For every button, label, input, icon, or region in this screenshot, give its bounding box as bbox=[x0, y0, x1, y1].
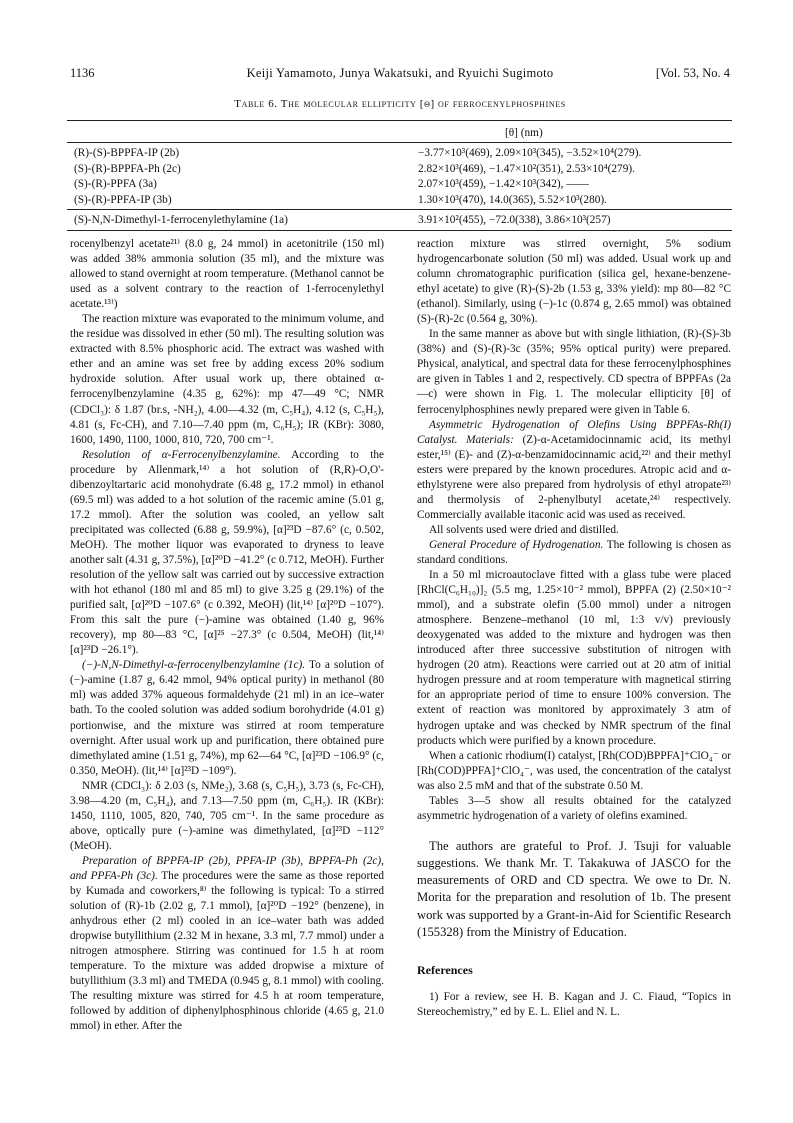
paragraph: The following is chosen as standard conditions. bbox=[417, 538, 732, 566]
table-row bbox=[70, 213, 730, 229]
running-authors: Keiji Yamamoto, Junya Wakatsuki, and Ryuichi Sugimoto bbox=[246, 66, 554, 80]
table-row bbox=[70, 162, 730, 178]
table-cell-values: 3.91×10²(455), −72.0(338), 3.86×10³(257) bbox=[418, 214, 611, 226]
table-caption: Table 6. The molecular ellipticity [θ] of ferrocenylphosphines bbox=[234, 98, 566, 110]
section-title: General Procedure of Hydrogenation. bbox=[429, 538, 604, 551]
paragraph: NMR (CDCl₃): δ 2.03 (s, NMe₂), 3.68 (s, C₅H₅), 3.73 (s, Fc-CH), 3.98—4.20 (m, C₅H₄), and 7.13—7.50 ppm (m, C₆H₅). IR (KBr): 1450, 1110, 1005, 820, 740, 705 cm⁻¹. In the same procedure as above, optically pure (−)-amine was dimethylated, [α]²³D −112° (MeOH). bbox=[70, 779, 384, 852]
paragraph: All solvents used were dried and distilled. bbox=[429, 523, 619, 536]
section-title: Preparation of BPPFA-IP (2b), PPFA-IP (3b), BPPFA-Ph (2c), and PPFA-Ph (3c). bbox=[70, 854, 384, 882]
table-bottom-rule bbox=[67, 230, 732, 231]
reference-item: 1) For a review, see H. B. Kagan and J. C. Fiaud, “Topics in Stereochemistry,” ed by E. L. Eliel and N. L. bbox=[417, 991, 731, 1019]
paragraph: The reaction mixture was evaporated to the minimum volume, and the residue was dissolved in ether (50 ml). The resulting solution was extracted with 8.5% phosphoric acid. The extract was washed with ether and an amine was set free by adding excess 20% sodium hydroxide solution. After usual work up, there obtained α-ferrocenylbenzylamine (4.35 g, 62%): mp 47—49 °C; NMR (CDCl₃): δ 1.87 (br.s, -NH₂), 4.00—4.32 (m, C₅H₄), 4.12 (s, C₅H₅), 4.81 (s, Fc-CH), and 7.10—7.40 ppm (m, C₆H₅); IR (KBr): 3080, 1600, 1490, 1100, 1000, 810, 720, 700 cm⁻¹. bbox=[70, 313, 384, 446]
volume-info: [Vol. 53, No. 4 bbox=[655, 66, 730, 80]
page-number: 1136 bbox=[70, 66, 95, 80]
table-top-rule bbox=[67, 120, 732, 121]
table-header-rule bbox=[67, 142, 732, 143]
section-title: Resolution of α-Ferrocenylbenzylamine. bbox=[82, 448, 281, 461]
section-title: Asymmetric Hydrogenation of Olefins Using BPPFAs-Rh(I) Catalyst. Materials: bbox=[417, 418, 731, 446]
paragraph: The procedures were the same as those reported by Kumada and coworkers,⁸⁾ the following is typical: To a stirred solution of (R)-1b (2.02 g, 7.1 mmol), [α]²⁰D −192° (benzene), in anhydrous ether (2 ml) cooled in an ice–water bath was added dropwise butyllithium (2.32 M in hexane, 3.3 ml, 7.7 mmol) under a nitrogen atmosphere. Stirring was continued for 1.5 h at room temperature. To the mixture was added dropwise a mixture of butyllithium (3.3 ml) and TMEDA (0.945 g, 8.1 mmol) with cooling. The resulting mixture was stirred for 4.5 h at room temperature, followed by addition of diphenylphosphinous chloride (4.65 g, 21.0 mmol) in ether. After the bbox=[70, 869, 385, 1033]
table-column-header: [θ] (nm) bbox=[505, 127, 543, 139]
table-cell-compound: (S)-(R)-PPFA (3a) bbox=[74, 178, 157, 190]
table-cell-values: −3.77×10³(469), 2.09×10³(345), −3.52×10⁴(279). bbox=[418, 147, 642, 159]
paragraph: Tables 3—5 show all results obtained for the catalyzed asymmetric hydrogenation of a variety of olefins examined. bbox=[417, 794, 731, 822]
right-column bbox=[417, 237, 731, 1020]
left-column bbox=[70, 237, 384, 1034]
table-row bbox=[70, 177, 730, 193]
paragraph: In the same manner as above but with single lithiation, (R)-(S)-3b (38%) and (S)-(R)-3c (35%; 95% optical purity) were prepared. Physical, analytical, and spectral data for these ferrocenylphosphines are given in Tables 1 and 2, respectively. CD spectra of BPPFAs (2a—c) were shown in Fig. 1. The molecular ellipticity [θ] of ferrocenylphosphines newly prepared were given in Table 6. bbox=[417, 328, 731, 416]
table-cell-values: 1.30×10³(470), 14.0(365), 5.52×10³(280). bbox=[418, 193, 607, 206]
paragraph: When a cationic rhodium(I) catalyst, [Rh(COD)BPPFA]⁺ClO₄⁻ or [Rh(COD)PPFA]⁺ClO₄⁻, was used, the concentration of the catalyst was also 2.5 mM and that of the substrate 0.50 M. bbox=[417, 749, 731, 792]
paragraph: In a 50 ml microautoclave fitted with a glass tube were placed [RhCl(C₆H₁₀)]₂ (5.5 mg, 1.25×10⁻² mmol), BPPFA (2) (2.50×10⁻² mmol), and a substrate olefin (5.00 mmol) under a nitrogen atmosphere. Benzene–methanol (10 ml, 1:3 v/v) previously deoxygenated was added to the mixture and hydrogen was then introduced after three successive substitution of nitrogen with hydrogen (20 atm). Reactions were carried out at 20 atm of initial hydrogen pressure and at room temperature with magnetical stirring for an appropriate period of time to ensure 100% conversion. The extent of reaction was monitored by approximately 3 atm of hydrogen uptake and was checked by NMR spectrum of the final products which were purified by a known procedure. bbox=[417, 569, 731, 747]
table-cell-compound: (S)-N,N-Dimethyl-1-ferrocenylethylamine (1a) bbox=[74, 214, 288, 226]
table-row bbox=[70, 146, 730, 162]
ellipticity-table bbox=[70, 146, 730, 208]
ellipticity-table-amine bbox=[70, 213, 730, 229]
table-cell-compound: (S)-(R)-BPPFA-Ph (2c) bbox=[74, 162, 181, 175]
table-cell-compound: (S)-(R)-PPFA-IP (3b) bbox=[74, 193, 172, 206]
table-inner-rule bbox=[67, 209, 732, 210]
paragraph: To a solution of (−)-amine (1.87 g, 6.42 mmol, 94% optical purity) in methanol (80 ml) was added 37% aqueous formaldehyde (21 ml) in an ice–water bath. To the cooled solution was added sodium borohydride (4.01 g) portionwise, and the mixture was stirred at room temperature overnight. After usual work up and purification, there obtained pure dimethylated amine (1.51 g, 74%), mp 62—64 °C, [α]²³D −106.9° (c, 0.350, MeOH). (lit,¹⁴⁾ [α]²³D −109°). bbox=[70, 659, 384, 777]
table-row bbox=[70, 193, 730, 209]
table-cell-values: 2.07×10³(459), −1.42×10³(342), —— bbox=[418, 178, 589, 190]
paragraph: rocenylbenzyl acetate²¹⁾ (8.0 g, 24 mmol) in acetonitrile (150 ml) was added 38% ammonia solution (35 ml), and the mixture was allowed to stand overnight at room temperature. (Methanol cannot be used as a solvent contrary to the reaction of 1-ferrocenylethyl acetate.¹³⁾) bbox=[70, 238, 384, 311]
table-cell-compound: (R)-(S)-BPPFA-IP (2b) bbox=[74, 147, 180, 159]
paragraph: (Z)-α-Acetamidocinnamic acid, its methyl ester,¹⁵⁾ (E)- and (Z)-α-benzamidocinnamic acid,²²⁾ and their methyl esters were prepared by the known procedures. Atropic acid and α-ethylstyrene were also prepared from hydrolysis of ethyl atropate²³⁾ and thermolysis of 2-phenylbutyl acetate,²⁴⁾ respectively. Commercially available itaconic acid was used as received. bbox=[417, 433, 732, 521]
paragraph: According to the procedure by Allenmark,¹⁴⁾ a hot solution of (R,R)-O,O'-dibenzoyltartaric acid monohydrate (6.48 g, 17.2 mmol) in ethanol (69.5 ml) was added to a hot solution of the racemic amine (5.01 g, 17.2 mmol). After the solution was cooled, an yellow salt precipitated was collected (6.88 g, 59.9%), [α]²³D −87.6° (c, 0.502, MeOH). The mother liquor was evaporated to dryness to leave another salt (4.31 g, 37.5%), [α]²⁰D −41.2° (c 0.712, MeOH). Further resolution of the yellow salt was carried out by successive extraction with hot ethanol (180 ml and 85 ml) to give 3.25 g (29.1%) of the purified salt, [α]²⁰D −107.6° (c 0.392, MeOH) (lit,¹⁴⁾ [α]²⁰D −107°). From this salt the pure (−)-amine was obtained (1.40 g, 96% recovery), mp 80—83 °C, [α]²⁵ −27.3° (c 0.504, MeOH) (lit,¹⁴⁾ [α]²³D −26.1°). bbox=[70, 448, 385, 657]
section-title: (−)-N,N-Dimethyl-α-ferrocenylbenzylamine (1c). bbox=[82, 659, 306, 672]
acknowledgement: The authors are grateful to Prof. J. Tsuji for valuable suggestions. We thank Mr. T. Takakuwa of JASCO for the measurements of ORD and CD spectra. We owe to Dr. N. Morita for the preparation and resolution of 1b. The present work was supported by a Grant-in-Aid for Scientific Research (155328) from the Ministry of Education. bbox=[417, 838, 731, 939]
references-heading: References bbox=[417, 963, 473, 978]
paragraph: reaction mixture was stirred overnight, 5% sodium hydrogencarbonate solution (50 ml) was added. Usual work up and column chromatographic purification (silica gel, hexane-benzene-ethyl acetate) to give (R)-(S)-2b (1.53 g, 33% yield): mp 80—82 °C (ethanol). Similarly, using (−)-1c (0.874 g, 2.65 mmol) was obtained (S)-(R)-2c (0.564 g, 30%). bbox=[417, 238, 731, 326]
table-cell-values: 2.82×10³(469), −1.47×10²(351), 2.53×10⁴(279). bbox=[418, 162, 635, 175]
